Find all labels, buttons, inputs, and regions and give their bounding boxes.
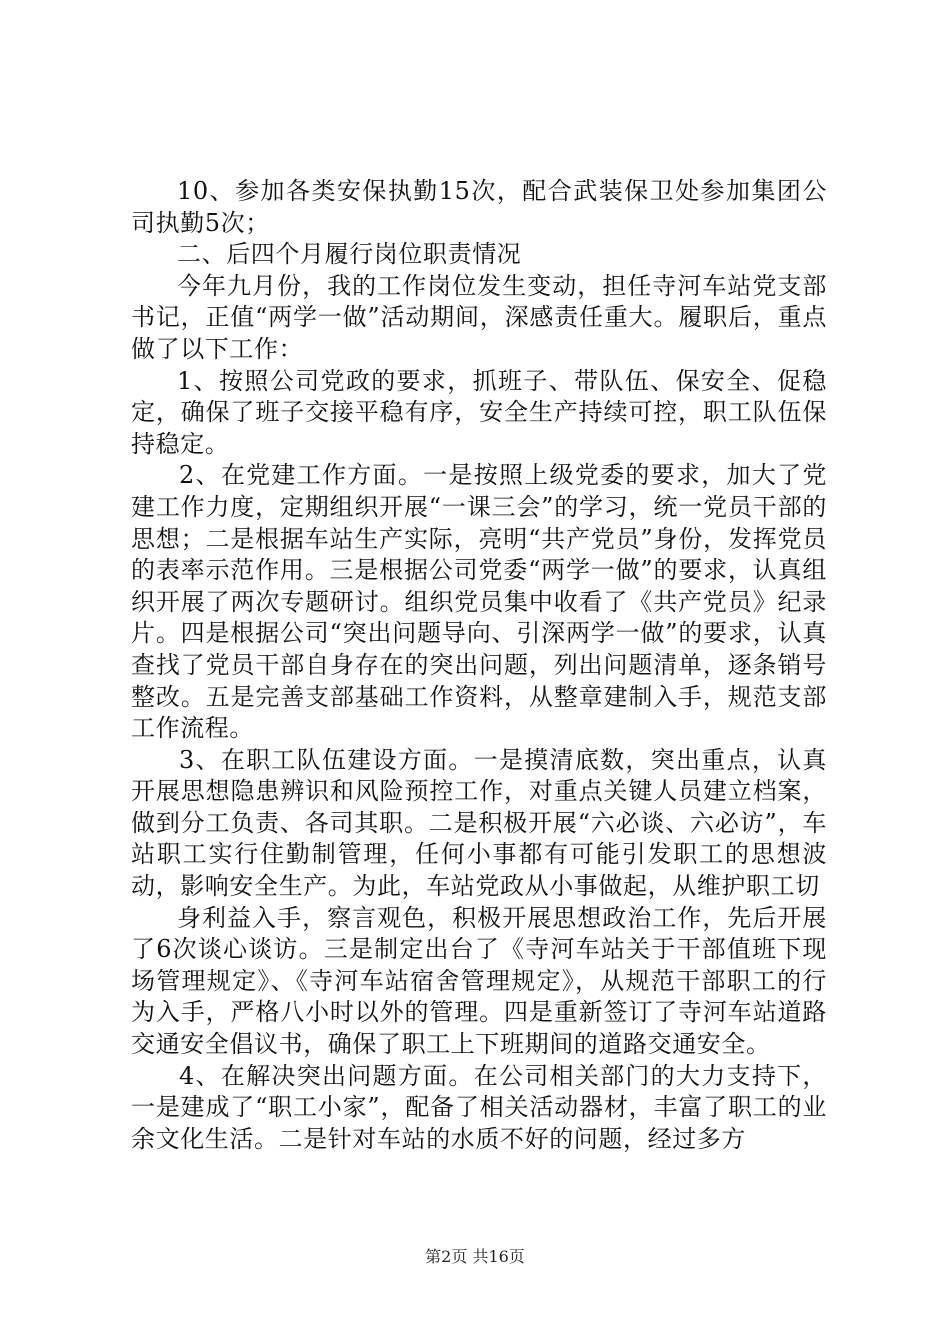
paragraph-item-3-continued: 身利益入手，察言观色，积极开展思想政治工作，先后开展了6次谈心谈访。三是制定出台了《寺河车站关于干部值班下现场管理规定》、《寺河车站宿舍管理规定》，从规范干部职工的行为入手，严格八小时以外的管理。四是重新签订了寺河车站道路交通安全倡议书，确保了职工上下班期间的道路交通安全。 <box>131 903 827 1059</box>
paragraph-item-2: 2、在党建工作方面。一是按照上级党委的要求，加大了党建工作力度，定期组织开展“一课三会”的学习，统一党员干部的思想；二是根据车站生产实际，亮明“共产党员”身份，发挥党员的表率示范作用。三是根据公司党委“两学一做”的要求，认真组织开展了两次专题研讨。组织党员集中收看了《共产党员》纪录片。四是根据公司“突出问题导向、引深两学一做”的要求，认真查找了党员干部自身存在的突出问题，列出问题清单，逐条销号整改。五是完善支部基础工作资料，从整章建制入手，规范支部工作流程。 <box>131 461 827 743</box>
document-body <box>131 176 827 1155</box>
paragraph-item-1: 1、按照公司党政的要求，抓班子、带队伍、保安全、促稳定，确保了班子交接平稳有序，安全生产持续可控，职工队伍保持稳定。 <box>131 366 827 458</box>
paragraph-intro: 今年九月份，我的工作岗位发生变动，担任寺河车站党支部书记，正值“两学一做”活动期间，深感责任重大。履职后，重点做了以下工作： <box>131 271 827 363</box>
page-number: 第2页 共16页 <box>425 1247 525 1266</box>
paragraph-item-3: 3、在职工队伍建设方面。一是摸清底数，突出重点，认真开展思想隐患辨识和风险预控工作，对重点关键人员建立档案，做到分工负责、各司其职。二是积极开展“六必谈、六必访”，车站职工实行住勤制管理，任何小事都有可能引发职工的思想波动，影响安全生产。为此，车站党政从小事做起，从维护职工切 <box>131 745 827 901</box>
page-footer <box>0 1244 950 1267</box>
paragraph-item-10: 10、参加各类安保执勤15次，配合武装保卫处参加集团公司执勤5次； <box>131 177 827 237</box>
section-heading: 二、后四个月履行岗位职责情况 <box>177 240 522 269</box>
paragraph-item-4: 4、在解决突出问题方面。在公司相关部门的大力支持下，一是建成了“职工小家”，配备了相关活动器材，丰富了职工的业余文化生活。二是针对车站的水质不好的问题，经过多方 <box>131 1061 827 1153</box>
